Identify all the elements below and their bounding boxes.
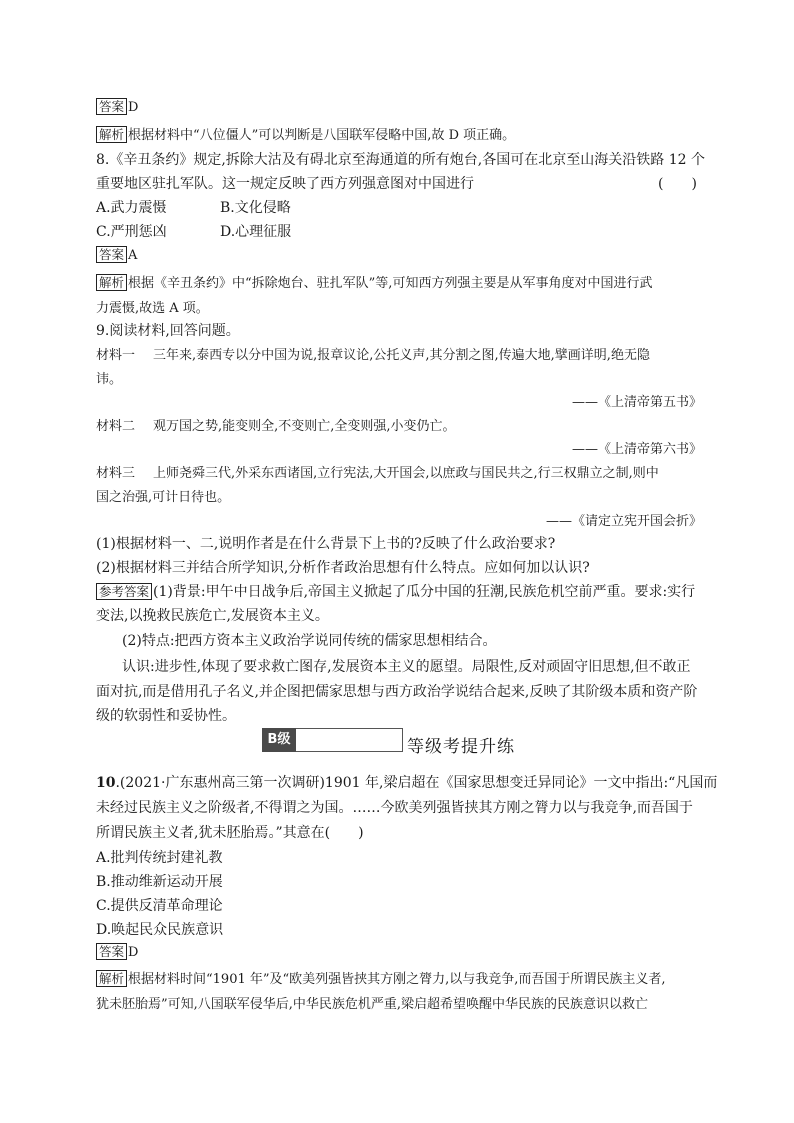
q9-ref-answer-line4: 认识:进步性,体现了要求救亡图存,发展资本主义的愿望。局限性,反对顽固守旧思想,但不敢正 [122,659,691,675]
q9-material3-line2: 国之治强,可计日待也。 [96,490,231,505]
q9-material2-source: ——《上清帝第六书》 [571,442,702,457]
q7-analysis: 解析 根据材料中“八位僵人”可以判断是八国联军侵略中国,故 D 项正确。 [96,124,515,143]
q9-sub2: (2)根据材料三并结合所学知识,分析作者政治思想有什么特点。应如何加以认识? [96,560,590,576]
q10-option-c: C.提供反清革命理论 [96,898,223,914]
q8-option-d: D.心理征服 [220,224,292,240]
section-badge: B级 [262,728,296,752]
q9-material3-line1: 材料三 上师尧舜三代,外采东西诸国,立行宪法,大开国会,以庶政与国民共之,行三权鼎立之制,则中 [96,466,659,481]
material3-label: 材料三 [96,466,136,481]
q8-answer-paren: ( ) [658,176,697,192]
q10-stem-line2: 未经过民族主义之阶级者,不得谓之为国。……今欧美列强皆挟其方刚之膂力以与我竞争,而吾国于 [96,800,693,816]
q10-stem-line3: 所谓民族主义者,犹未胚胎焉。”其意在( ) [96,825,364,841]
analysis-tag: 解析 [96,274,127,291]
q9-ref-answer-line3: (2)特点:把西方资本主义政治学说同传统的儒家思想相结合。 [122,633,497,649]
section-header-box [262,728,404,752]
answer-tag: 答案 [96,943,127,960]
material2-label: 材料二 [96,419,136,434]
q9-material3-source: ——《请定立宪开国会折》 [545,514,702,529]
q10-option-d: D.唤起民众民族意识 [96,922,224,938]
q10-analysis-line1: 解析 根据材料时间“1901 年”及“欧美列强皆挟其方刚之膂力,以与我竞争,而吾国于所谓民族主义者, [96,968,666,987]
q8-option-a: A.武力震慑 [96,200,167,216]
section-title: 等级考提升练 [407,737,515,757]
q8-analysis-line2: 力震慑,故选 A 项。 [96,301,209,316]
q9-material1-line2: 讳。 [96,372,123,387]
analysis-tag: 解析 [96,126,127,143]
q8-analysis-line1: 解析 根据《辛丑条约》中“拆除炮台、驻扎军队”等,可知西方列强主要是从军事角度对中国进行武 [96,272,652,291]
q9-material2-line1: 材料二 观万国之势,能变则全,不变则亡,全变则强,小变仍亡。 [96,419,456,434]
q8-option-b: B.文化侵略 [220,200,291,216]
q9-ref-answer-line1: 参考答案 (1)背景:甲午中日战争后,帝国主义掀起了瓜分中国的狂潮,民族危机空前严重。要求:实行 [96,581,695,601]
q10-answer: 答案 D [96,943,138,960]
answer-tag: 答案 [96,98,127,115]
ref-answer-tag: 参考答案 [96,583,152,600]
q8-stem-line2: 重要地区驻扎军队。这一规定反映了西方列强意图对中国进行 [96,176,474,192]
answer-tag: 答案 [96,246,127,263]
section-blank-box [296,728,403,752]
q9-sub1: (1)根据材料一、二,说明作者是在什么背景下上书的?反映了什么政治要求? [96,536,556,552]
q8-option-c: C.严刑惩凶 [96,224,167,240]
q9-stem: 9.阅读材料,回答问题。 [96,323,240,339]
q9-material1-source: ——《上清帝第五书》 [571,395,702,410]
q9-ref-answer-line2: 变法,以挽救民族危亡,发展资本主义。 [96,608,329,624]
q8-answer: 答案 A [96,246,137,263]
q9-ref-answer-line6: 级的软弱性和妥协性。 [96,708,236,724]
material1-label: 材料一 [96,348,136,363]
q10-option-b: B.推动维新运动开展 [96,874,223,890]
q9-material1-line1: 材料一 三年来,泰西专以分中国为说,报章议论,公托义声,其分割之图,传遍大地,擘画详明,绝无隐 [96,348,650,363]
q10-analysis-line2: 犹未胚胎焉”可知,八国联军侵华后,中华民族危机严重,梁启超希望唤醒中华民族的民族意识以救亡 [96,997,649,1012]
analysis-tag: 解析 [96,970,127,987]
q8-stem-line1: 8.《辛丑条约》规定,拆除大沽及有碍北京至海通道的所有炮台,各国可在北京至山海关沿铁路 12 个 [96,152,705,168]
q10-option-a: A.批判传统封建礼教 [96,850,223,866]
q9-ref-answer-line5: 面对抗,而是借用孔子名义,并企图把儒家思想与西方政治学说结合起来,反映了其阶级本质和资产阶 [96,684,698,700]
q10-stem-line1: 10.(2021·广东惠州高三第一次调研)1901 年,梁启超在《国家思想变迁异同论》一文中指出:“凡国而 [96,775,718,791]
q7-answer: 答案 D [96,98,138,115]
